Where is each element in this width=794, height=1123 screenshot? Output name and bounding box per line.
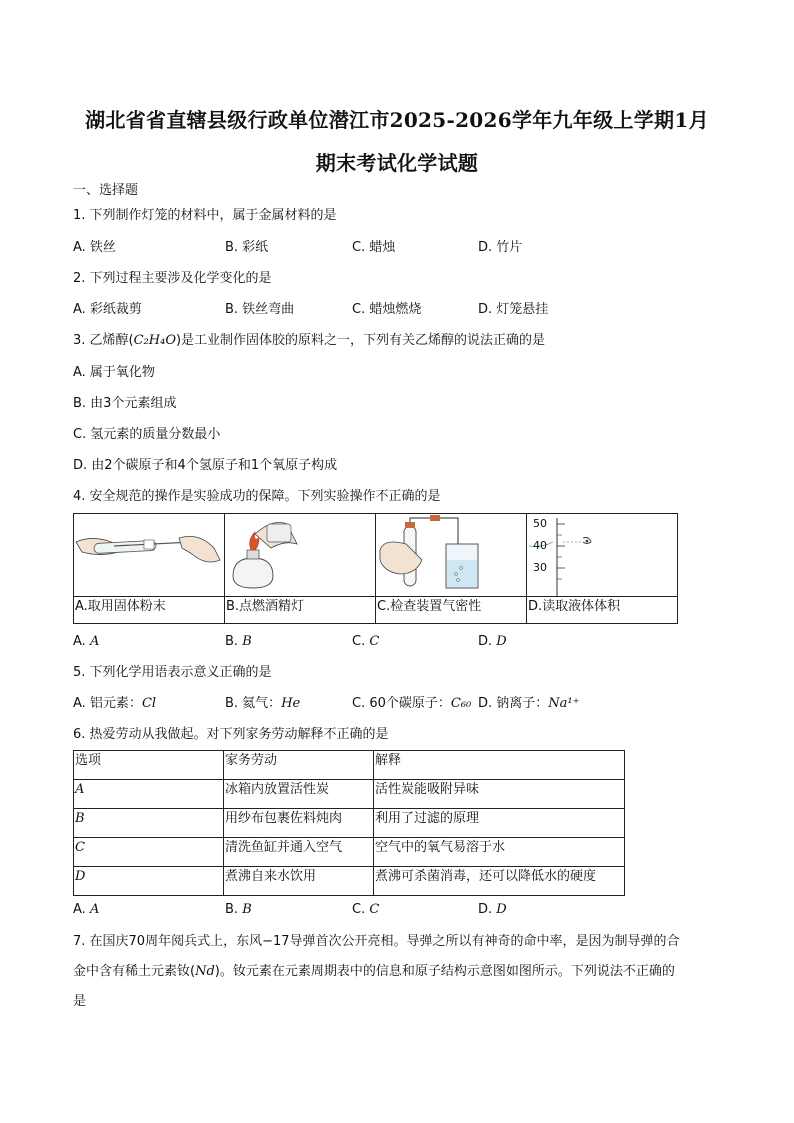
- q6-cell-chore: 用纱布包裹佐料炖肉: [224, 809, 374, 838]
- q2-option-a: A. 彩纸裁剪: [73, 302, 142, 317]
- q4-option-c: C. C: [352, 634, 380, 649]
- table-row: [74, 809, 625, 838]
- exam-title-line2: 期末考试化学试题: [315, 151, 479, 175]
- q3-stem: [73, 332, 545, 350]
- table-row: [74, 867, 625, 896]
- scale-label-50: 50: [533, 517, 547, 530]
- exam-title-line1: 湖北省省直辖县级行政单位潜江市2025-2026学年九年级上学期1月: [85, 108, 709, 132]
- q2-option-d: D. 灯笼悬挂: [478, 302, 549, 317]
- q6-option-b: B. B: [225, 902, 252, 917]
- q6-header-chore: 家务劳动: [224, 751, 374, 780]
- q7-stem-line3: 是: [73, 994, 87, 1009]
- q3-option-c: C. 氢元素的质量分数最小: [73, 427, 221, 442]
- q4-caption-b: B.点燃酒精灯: [225, 597, 376, 624]
- scale-label-30: 30: [533, 561, 547, 574]
- q2-option-c: C. 蜡烛燃烧: [352, 302, 422, 317]
- q3-option-a: A. 属于氧化物: [73, 365, 155, 380]
- q4-image-b: [225, 514, 376, 597]
- table-row: [74, 780, 625, 809]
- q4-option-b: B. B: [225, 634, 252, 649]
- powder-test-tube-icon: [74, 514, 224, 596]
- q4-option-a: A. A: [73, 634, 100, 649]
- alcohol-lamp-icon: [225, 514, 375, 596]
- q6-cell-explanation: 利用了过滤的原理: [374, 809, 625, 838]
- q3-option-b: B. 由3个元素组成: [73, 396, 177, 411]
- q3-stem-pre: 3. 乙烯醇(: [73, 333, 134, 348]
- q5-option-d: D. 钠离子：Na¹⁺: [478, 696, 580, 711]
- q6-cell-chore: 煮沸自来水饮用: [224, 867, 374, 896]
- q3-stem-post: )是工业制作固体胶的原料之一，下列有关乙烯醇的说法正确的是: [175, 333, 546, 348]
- q1-stem: 1. 下列制作灯笼的材料中，属于金属材料的是: [73, 208, 337, 223]
- q6-header-option: 选项: [74, 751, 224, 780]
- airtightness-apparatus-icon: [376, 514, 526, 596]
- q1-option-c: C. 蜡烛: [352, 240, 396, 255]
- q6-stem: 6. 热爱劳动从我做起。对下列家务劳动解释不正确的是: [73, 727, 389, 742]
- q6-cell-explanation: 活性炭能吸附异味: [374, 780, 625, 809]
- q6-cell-letter: D: [74, 867, 224, 896]
- q4-caption-a: A.取用固体粉末: [74, 597, 225, 624]
- q1-option-d: D. 竹片: [478, 240, 523, 255]
- q6-cell-letter: B: [74, 809, 224, 838]
- q3-option-d: D. 由2个碳原子和4个氢原子和1个氧原子构成: [73, 458, 338, 473]
- q6-header-explanation: 解释: [374, 751, 625, 780]
- q4-option-d: D. D: [478, 634, 507, 649]
- q5-option-a: A. 铝元素：Cl: [73, 696, 157, 711]
- q4-stem: 4. 安全规范的操作是实验成功的保障。下列实验操作不正确的是: [73, 489, 441, 504]
- q5-option-c: C. 60个碳原子：C₆₀: [352, 696, 472, 711]
- q6-cell-chore: 清洗鱼缸并通入空气: [224, 838, 374, 867]
- q6-cell-explanation: 煮沸可杀菌消毒，还可以降低水的硬度: [374, 867, 625, 896]
- q4-caption-c: C.检查装置气密性: [376, 597, 527, 624]
- q6-cell-letter: A: [74, 780, 224, 809]
- q6-header-row: [74, 751, 625, 780]
- section-heading: 一、选择题: [73, 183, 139, 198]
- table-row: [74, 838, 625, 867]
- q6-cell-letter: C: [74, 838, 224, 867]
- q4-image-d: [527, 514, 678, 597]
- q6-cell-explanation: 空气中的氧气易溶于水: [374, 838, 625, 867]
- q5-stem: 5. 下列化学用语表示意义正确的是: [73, 665, 272, 680]
- q7-stem-line2: 金中含有稀土元素钕(Nd)。钕元素在元素周期表中的信息和原子结构示意图如图所示。下列说法不正确的: [73, 964, 675, 979]
- q2-option-b: B. 铁丝弯曲: [225, 302, 295, 317]
- graduated-cylinder-icon: [527, 514, 677, 596]
- q6-option-d: D. D: [478, 902, 507, 917]
- q6-option-a: A. A: [73, 902, 100, 917]
- q7-stem-line1: 7. 在国庆70周年阅兵式上，东风−17导弹首次公开亮相。导弹之所以有神奇的命中率，是因为制导弹的合: [73, 934, 680, 949]
- q1-option-a: A. 铁丝: [73, 240, 116, 255]
- scale-label-40: 40: [533, 539, 547, 552]
- q4-image-a: [74, 514, 225, 597]
- q4-image-c: [376, 514, 527, 597]
- q6-table: [73, 750, 625, 896]
- q6-option-c: C. C: [352, 902, 380, 917]
- q4-caption-d: D.读取液体体积: [527, 597, 678, 624]
- q3-formula: C₂H₄O: [133, 333, 176, 348]
- q5-option-b: B. 氦气：He: [225, 696, 301, 711]
- q2-stem: 2. 下列过程主要涉及化学变化的是: [73, 271, 272, 286]
- q6-cell-chore: 冰箱内放置活性炭: [224, 780, 374, 809]
- q4-figure-table: [73, 513, 678, 624]
- q1-option-b: B. 彩纸: [225, 240, 269, 255]
